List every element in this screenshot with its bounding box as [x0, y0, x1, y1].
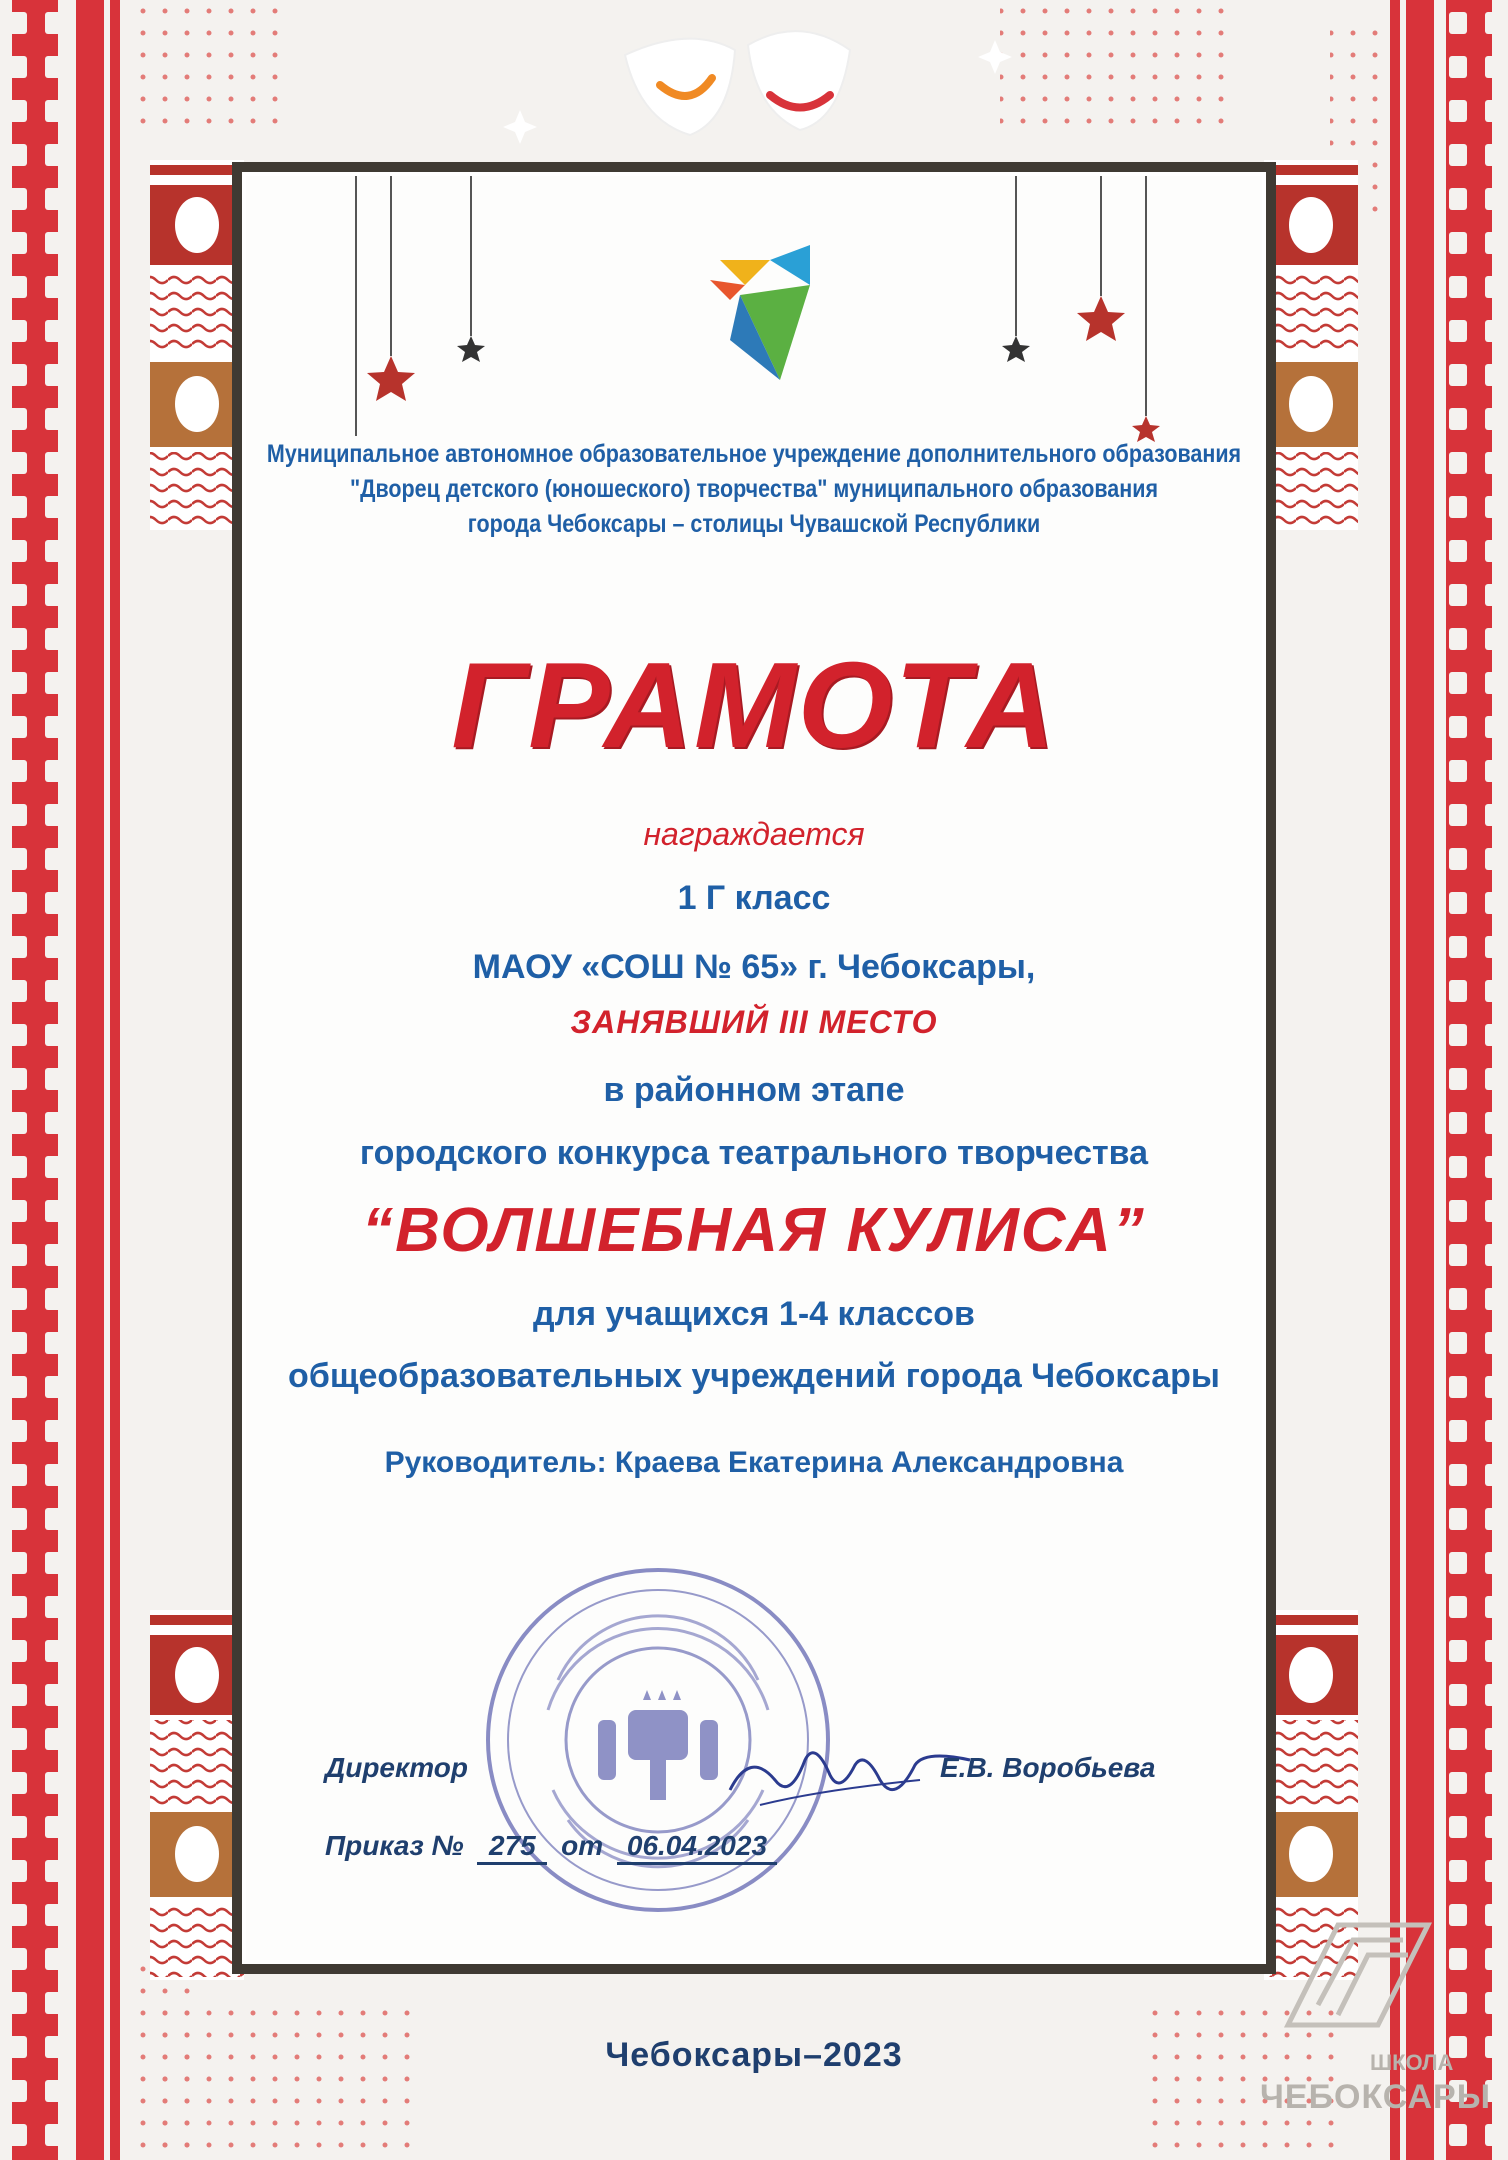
contest-text: городского конкурса театрального творчества — [359, 1134, 1149, 1172]
order-from-label: от — [561, 1830, 604, 1861]
emblem-icon — [598, 1690, 718, 1800]
city-year-footer: Чебоксары–2023 — [605, 2036, 903, 2074]
director-label: Директор — [325, 1752, 468, 1783]
order-number: 275 — [477, 1830, 547, 1865]
leader-text: Руководитель: Краева Екатерина Александровна — [384, 1446, 1124, 1479]
director-name: Е.В. Воробьева — [940, 1752, 1156, 1783]
place-text: ЗАНЯВШИЙ III МЕСТО — [570, 1004, 938, 1040]
recipient-school: МАОУ «СОШ № 65» г. Чебоксары, — [472, 948, 1036, 986]
bird-logo-icon — [700, 240, 840, 390]
recipient-class: 1 Г класс — [677, 879, 831, 917]
audience-line-1: для учащихся 1-4 классов — [533, 1295, 975, 1333]
order-line — [325, 1830, 777, 1865]
contest-name: “ВОЛШЕБНАЯ КУЛИСА” — [362, 1196, 1146, 1265]
organization-line-3: города Чебоксары – столицы Чувашской Республики — [467, 510, 1041, 538]
organization-line-2: "Дворец детского (юношеского) творчества" муниципального образования — [349, 475, 1159, 503]
stage-text: в районном этапе — [603, 1071, 905, 1109]
organization-line-1: Муниципальное автономное образовательное учреждение дополнительного образования — [266, 440, 1242, 468]
certificate-title: ГРАМОТА — [451, 637, 1057, 773]
order-label: Приказ № — [325, 1830, 464, 1861]
awarded-label: награждается — [643, 816, 865, 852]
order-date: 06.04.2023 — [617, 1830, 777, 1865]
audience-line-2: общеобразовательных учреждений города Чебоксары — [288, 1357, 1220, 1395]
left-bottom-ornament — [150, 1610, 244, 1980]
watermark-word-city: ЧЕБОКСАРЫ — [1260, 2078, 1491, 2116]
watermark-word-school: ШКОЛА — [1370, 2050, 1454, 2075]
school-logo-watermark — [1268, 1905, 1448, 2045]
